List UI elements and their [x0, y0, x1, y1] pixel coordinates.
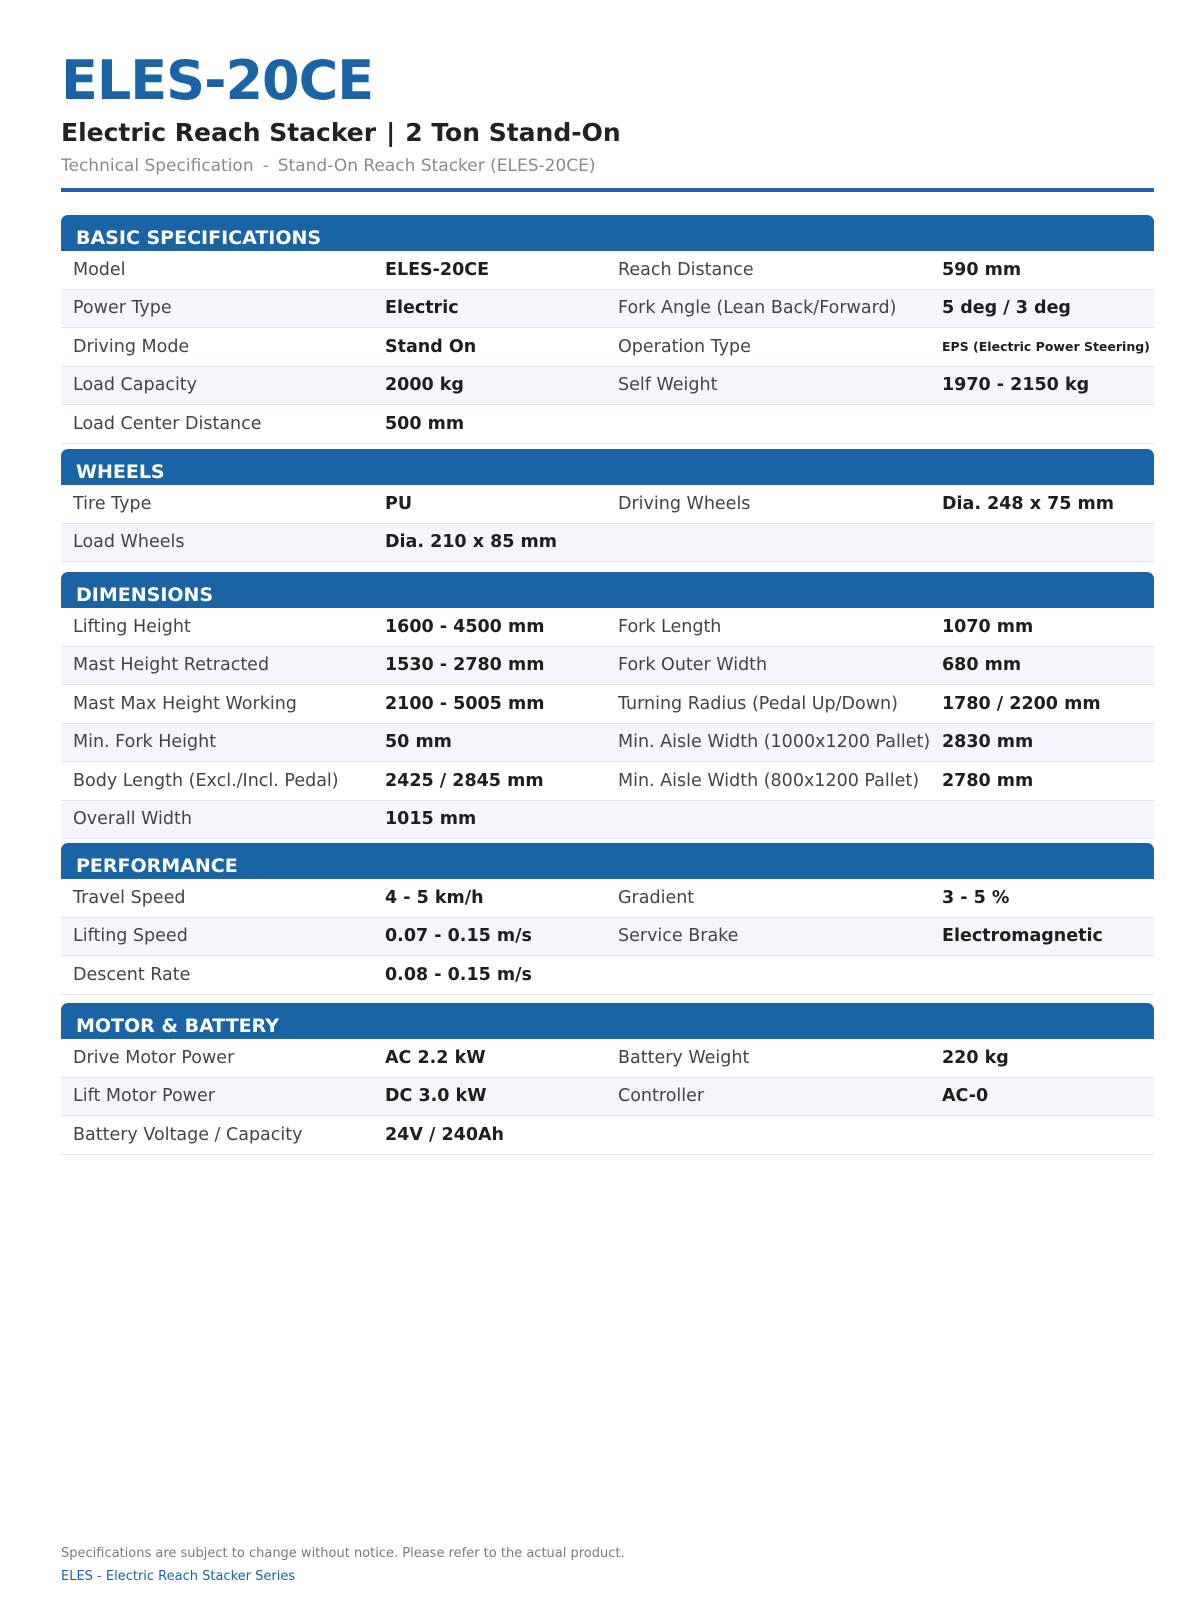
- spec-row: [61, 956, 1154, 995]
- spec-label: Descent Rate: [73, 964, 191, 985]
- spec-label: Min. Aisle Width (800x1200 Pallet): [618, 770, 920, 791]
- spec-value: Electric: [385, 298, 459, 319]
- spec-value: 1780 / 2200 mm: [942, 693, 1101, 714]
- spec-value: 1970 - 2150 kg: [942, 375, 1090, 396]
- spec-value: Electromagnetic: [942, 926, 1103, 947]
- spec-section: [61, 843, 1154, 995]
- spec-value: 1070 mm: [942, 616, 1034, 637]
- page-title: ELES-20CE: [61, 49, 374, 112]
- page-subtitle: [61, 120, 621, 145]
- spec-value: 1015 mm: [385, 809, 477, 830]
- spec-value: 2425 / 2845 mm: [385, 770, 544, 791]
- spec-label: Load Wheels: [73, 532, 185, 553]
- spec-label: Operation Type: [618, 336, 751, 357]
- spec-value: Dia. 248 x 75 mm: [942, 493, 1114, 514]
- spec-label: Fork Length: [618, 616, 722, 637]
- spec-value: 220 kg: [942, 1047, 1009, 1068]
- spec-row: [61, 290, 1154, 329]
- tagline-description: Stand-On Reach Stacker (ELES-20CE): [277, 156, 596, 176]
- spec-label: Overall Width: [73, 809, 192, 830]
- spec-label: Turning Radius (Pedal Up/Down): [618, 693, 898, 714]
- spec-value: 500 mm: [385, 413, 465, 434]
- spec-row: [61, 685, 1154, 724]
- spec-row: [61, 328, 1154, 367]
- spec-row: [61, 524, 1154, 563]
- spec-label: Gradient: [618, 887, 695, 908]
- spec-value: 24V / 240Ah: [385, 1124, 505, 1145]
- spec-row: [61, 762, 1154, 801]
- spec-label: Driving Wheels: [618, 493, 751, 514]
- spec-row: [61, 724, 1154, 763]
- spec-value: 1530 - 2780 mm: [385, 655, 545, 676]
- section-header: WHEELS: [61, 449, 1154, 485]
- spec-row: [61, 251, 1154, 290]
- spec-label: Min. Fork Height: [73, 732, 217, 753]
- spec-value: 1600 - 4500 mm: [385, 616, 545, 637]
- spec-row: [61, 1078, 1154, 1117]
- spec-label: Lift Motor Power: [73, 1086, 215, 1107]
- spec-value: 590 mm: [942, 259, 1022, 280]
- spec-label: Battery Weight: [618, 1047, 750, 1068]
- spec-value: Dia. 210 x 85 mm: [385, 532, 557, 553]
- spec-row: [61, 801, 1154, 840]
- spec-label: Controller: [618, 1086, 705, 1107]
- spec-label: Lifting Height: [73, 616, 191, 637]
- section-header: BASIC SPECIFICATIONS: [61, 215, 1154, 251]
- spec-value: 50 mm: [385, 732, 452, 753]
- spec-value: ELES-20CE: [385, 259, 490, 280]
- page-tagline: [61, 158, 596, 175]
- section-header: MOTOR & BATTERY: [61, 1003, 1154, 1039]
- spec-value: 680 mm: [942, 655, 1022, 676]
- spec-value: Stand On: [385, 336, 477, 357]
- spec-label: Load Center Distance: [73, 413, 262, 434]
- spec-row: [61, 879, 1154, 918]
- spec-label: Travel Speed: [73, 887, 186, 908]
- spec-label: Load Capacity: [73, 375, 198, 396]
- spec-section: [61, 572, 1154, 839]
- subtitle-product: Electric Reach Stacker: [61, 118, 377, 147]
- footer-series: ELES - Electric Reach Stacker Series: [61, 1569, 296, 1584]
- spec-label: Body Length (Excl./Incl. Pedal): [73, 770, 339, 791]
- spec-label: Driving Mode: [73, 336, 190, 357]
- header-divider: [61, 188, 1154, 192]
- spec-value: EPS (Electric Power Steering): [942, 339, 1150, 355]
- spec-label: Tire Type: [73, 493, 152, 514]
- subtitle-variant: 2 Ton Stand-On: [405, 118, 621, 147]
- spec-value: 4 - 5 km/h: [385, 887, 484, 908]
- spec-value: DC 3.0 kW: [385, 1086, 487, 1107]
- tagline-dash: -: [262, 156, 269, 176]
- section-header: PERFORMANCE: [61, 843, 1154, 879]
- spec-value: AC 2.2 kW: [385, 1047, 486, 1068]
- spec-value: 3 - 5 %: [942, 887, 1010, 908]
- spec-row: [61, 1116, 1154, 1155]
- spec-label: Fork Angle (Lean Back/Forward): [618, 298, 897, 319]
- spec-row: [61, 1039, 1154, 1078]
- spec-value: 0.07 - 0.15 m/s: [385, 926, 532, 947]
- subtitle-separator: |: [386, 118, 396, 147]
- spec-label: Fork Outer Width: [618, 655, 768, 676]
- spec-label: Self Weight: [618, 375, 718, 396]
- spec-label: Model: [73, 259, 126, 280]
- spec-value: 2830 mm: [942, 732, 1034, 753]
- spec-row: [61, 485, 1154, 524]
- spec-label: Mast Height Retracted: [73, 655, 270, 676]
- spec-value: 2000 kg: [385, 375, 464, 396]
- spec-section: [61, 215, 1154, 444]
- spec-label: Drive Motor Power: [73, 1047, 235, 1068]
- spec-label: Min. Aisle Width (1000x1200 Pallet): [618, 732, 931, 753]
- spec-value: 2780 mm: [942, 770, 1034, 791]
- spec-row: [61, 367, 1154, 406]
- spec-row: [61, 647, 1154, 686]
- spec-value: 5 deg / 3 deg: [942, 298, 1071, 319]
- spec-section: [61, 449, 1154, 562]
- spec-label: Service Brake: [618, 926, 739, 947]
- spec-row: [61, 405, 1154, 444]
- spec-value: AC-0: [942, 1086, 989, 1107]
- spec-row: [61, 918, 1154, 957]
- section-header: DIMENSIONS: [61, 572, 1154, 608]
- spec-row: [61, 608, 1154, 647]
- spec-label: Reach Distance: [618, 259, 754, 280]
- spec-value: 2100 - 5005 mm: [385, 693, 545, 714]
- spec-label: Lifting Speed: [73, 926, 188, 947]
- spec-section: [61, 1003, 1154, 1155]
- spec-value: 0.08 - 0.15 m/s: [385, 964, 532, 985]
- spec-label: Battery Voltage / Capacity: [73, 1124, 303, 1145]
- spec-label: Power Type: [73, 298, 172, 319]
- spec-value: PU: [385, 493, 413, 514]
- spec-label: Mast Max Height Working: [73, 693, 297, 714]
- tagline-doc-type: Technical Specification: [61, 156, 254, 176]
- footer-disclaimer: Specifications are subject to change without notice. Please refer to the actual product.: [61, 1546, 625, 1561]
